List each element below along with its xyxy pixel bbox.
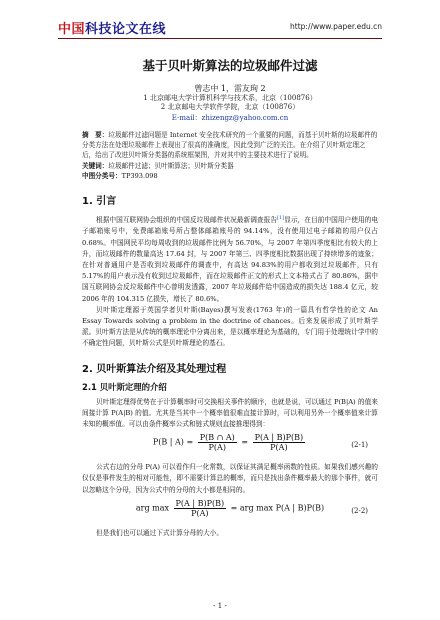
clc-text: TP393.098 xyxy=(121,172,158,181)
abstract xyxy=(82,131,378,160)
site-logo[interactable] xyxy=(58,18,166,37)
eq1-denominator-2: P(A) xyxy=(270,443,288,453)
keywords xyxy=(82,162,378,172)
clc-label: 中图分类号： xyxy=(82,172,122,181)
logo-red-text: 中国 xyxy=(58,22,86,37)
site-header xyxy=(58,18,382,38)
section-2-paragraph-3: 但是我们也可以通过下式计算分母的大小。 xyxy=(96,528,224,537)
section-2-heading: 2. 贝叶斯算法介绍及其处理过程 xyxy=(82,363,227,375)
section-2-paragraph-1: 贝叶斯定理得优势在于计算概率时可交换相关事件的顺序，也就是说，可以通过 P(B|A) 的值来间接计算 P(A|B) 的值。尤其是当其中一个概率值很难直接计算时，可以利用另外一个概率值来计算未知的概率值。可以由条件概率公式和链式规则直接推理得到： xyxy=(82,397,378,429)
eq2-numerator: P(A | B)P(B) xyxy=(175,498,225,508)
para1-text-a: 根据中国互联网协会组织的中国反垃圾邮件状况最新调查报告 xyxy=(96,216,278,225)
page-number: - 1 - xyxy=(213,602,227,610)
equation-2-1: P(B | A) = $\frac{P(B \cap A)}{P(A)}$ = $\frac{P(A | B)P(B)}{P(A)}$ (2-1) xyxy=(152,433,368,453)
eq2-denominator: P(A) xyxy=(191,508,209,518)
subsection-2-1-heading: 2.1 贝叶斯定理的介绍 xyxy=(82,381,167,392)
keywords-label: 关键词： xyxy=(82,162,109,171)
section-1-paragraph-1 xyxy=(82,213,378,305)
site-url-link[interactable]: http://www.paper.edu.cn xyxy=(290,22,382,31)
eq1-denominator-1: P(A) xyxy=(208,443,226,453)
eq2-fraction xyxy=(174,499,227,518)
paper-title: 基于贝叶斯算法的垃圾邮件过滤 xyxy=(142,58,318,73)
paper-body xyxy=(82,48,378,539)
section-1-heading: 1. 引言 xyxy=(82,195,117,207)
classification-code xyxy=(82,172,378,182)
eq1-fraction-2 xyxy=(253,433,306,452)
eq1-numerator-2: P(A | B)P(B) xyxy=(254,433,304,443)
header-divider xyxy=(58,38,382,39)
abstract-text: 垃圾邮件过滤问题是 Internet 安全技术研究的一个重要的问题，而基于贝叶斯的垃圾邮件的分类方法在处理垃圾邮件上表现出了很高的准确度，因此受到广泛的关注。在介绍了贝叶斯定理之后，给出了改进贝叶斯分类器的系统框架图，并对其中的主要技术进行了说明。 xyxy=(82,131,378,159)
watermark xyxy=(35,120,53,145)
section-2-paragraph-2: 公式右边的分母 P(A) 可以看作归一化常数，以保证其满足概率函数的性质。如果我们感兴趣的仅仅是事件发生的相对可能性，即不需要计算总的概率，而只是找出条件概率最大的那个事件，就可以忽略这个分母，因为公式中的分母的大小都是相同的。 xyxy=(82,463,378,494)
eq2-number: (2-2) xyxy=(351,506,368,515)
eq2-rhs: = arg max P(A | B)P(B) xyxy=(230,503,325,513)
eq1-numerator-1: P(B ∩ A) xyxy=(199,433,235,443)
eq1-number: (2-1) xyxy=(351,441,368,450)
eq1-fraction-1 xyxy=(198,433,237,452)
section-1-paragraph-2: 贝叶斯定理源于英国学者贝叶斯(Bayes)撰写发表(1763 年)的一篇具有哲学性的论文 An Essay Towards solving a problem in the doctrine of chances。后来发展形成了贝叶斯学派。贝叶斯方法是从传统的概率理论中分离出来，是以概率理论为基础的，专门用于处理统计学中的不确定性问题，贝叶斯公式是贝叶斯理论的基石。 xyxy=(82,305,378,348)
logo-blue-text: 科技论文在线 xyxy=(85,22,167,37)
abstract-label: 摘 要： xyxy=(82,131,109,139)
eq2-lhs: arg max xyxy=(135,503,169,513)
affiliation-2: 2 北京邮电大学软件学院，北京（100876） xyxy=(160,103,300,111)
affiliation-1: 1 北京邮电大学计算机科学与技术系，北京（100876） xyxy=(143,94,317,102)
equation-2-2 xyxy=(82,499,378,525)
keywords-text: 垃圾邮件过滤；贝叶斯算法；贝叶斯分类器 xyxy=(108,162,234,171)
citation-link[interactable]: [1] xyxy=(277,214,285,221)
para1-text-b: 显示，在目前中国用户使用的电子邮箱账号中，免费邮箱账号所占整体邮箱账号的 94.14%，没有使用过电子邮箱的用户仅占 0.68%。中国网民平均每周收到的垃圾邮件比例为 56.70%，与 2007 年第四季度相比有较大的上升，而垃圾邮件的数量高达 17.64 封，与 2007 年第三、四季度相比数据出现了持续增多的迹象；在针对普通用户是否收到垃圾邮件的调查中，有高达 94.83%的用户都收到过垃圾邮件，只有 5.17%的用户表示没有收到过垃圾邮件，而在垃圾邮件正文的形式上文本格式占了 80.86%，据中国互联网协会反垃圾邮件中心曾明发透露，2007 年垃圾邮件给中国造成的损失达 188.4 亿元，较 2006 年的 104.315 亿损失，增长了 80.6%。 xyxy=(82,216,379,303)
paper-authors: 曾志中 1，雷友珣 2 xyxy=(194,84,266,93)
author-email-link[interactable]: E-mail：zhizengz@yahoo.com.cn xyxy=(171,114,289,122)
eq1-lhs: P(B | A) = xyxy=(152,437,194,447)
